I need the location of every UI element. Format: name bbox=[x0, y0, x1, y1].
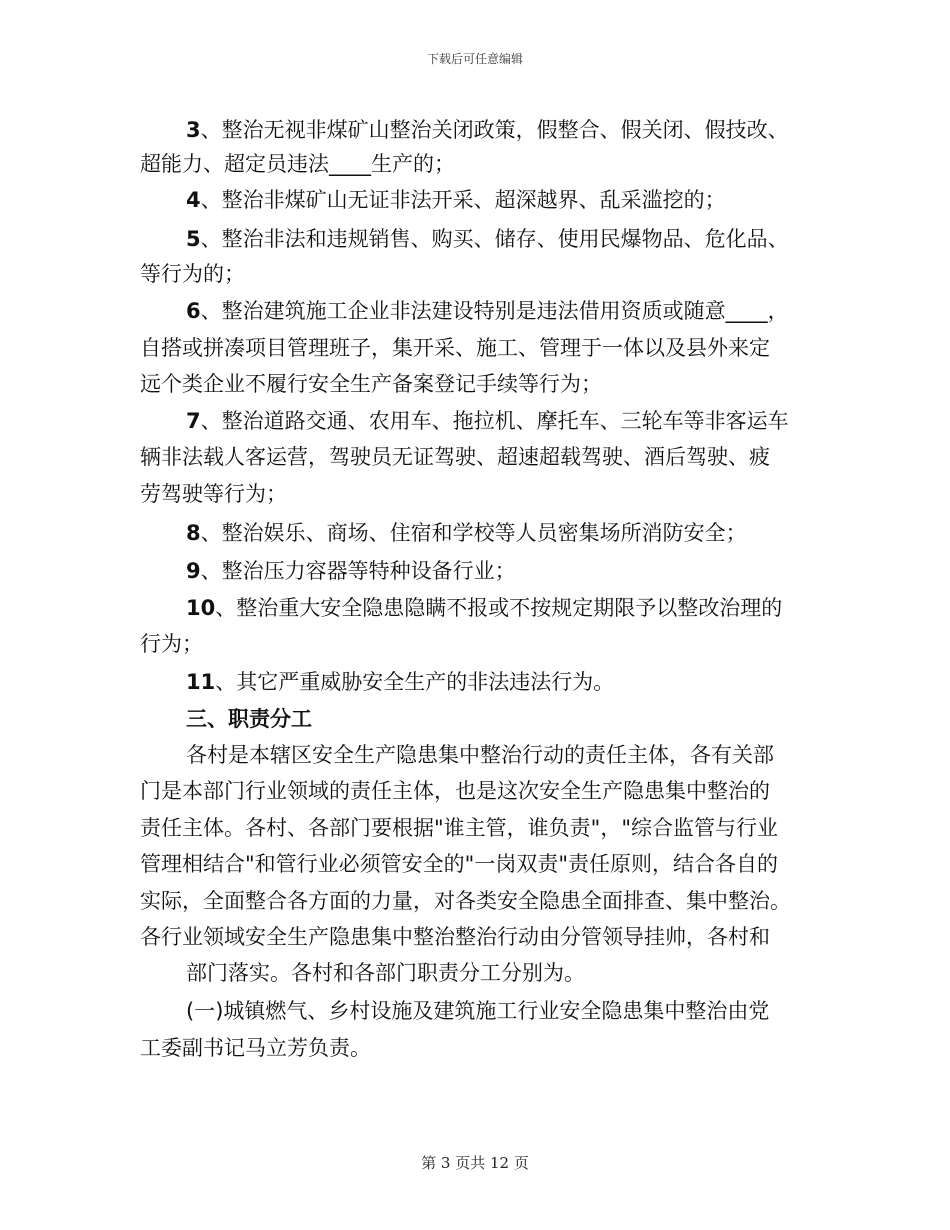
item-number: 9 bbox=[186, 559, 201, 583]
item-text: 、整治重大安全隐患隐瞒不报或不按规定期限予以整改治理的 bbox=[215, 596, 783, 620]
text-line: 自搭或拼凑项目管理班子，集开采、施工、管理于一体以及县外来定 bbox=[140, 336, 770, 360]
paragraph-line: 部门落实。各村和各部门职责分工分别为。 bbox=[186, 961, 585, 985]
list-item-7 bbox=[186, 406, 789, 436]
item-number: 6 bbox=[186, 299, 201, 323]
text-line: 等行为的； bbox=[140, 262, 245, 286]
list-item-4 bbox=[186, 185, 726, 215]
item-number: 8 bbox=[186, 521, 201, 545]
text-line: 远个类企业不履行安全生产备案登记手续等行为； bbox=[140, 372, 602, 396]
page-header: 下载后可任意编辑 bbox=[426, 52, 523, 66]
list-item-6 bbox=[186, 296, 789, 326]
text-line: 超能力、超定员违法____生产的； bbox=[140, 152, 455, 176]
page-footer: 第 3 页共 12 页 bbox=[421, 1154, 529, 1172]
item-number: 5 bbox=[186, 227, 201, 251]
item-number: 4 bbox=[186, 188, 201, 212]
item-number: 10 bbox=[186, 596, 216, 620]
paragraph-line: 各行业领域安全生产隐患集中整治整治行动由分管领导挂帅，各村和 bbox=[140, 925, 770, 949]
section-heading: 三、职责分工 bbox=[186, 707, 312, 731]
list-item-5 bbox=[186, 224, 789, 254]
item-text: 、其它严重威胁安全生产的非法违法行为。 bbox=[215, 670, 615, 694]
list-item-8 bbox=[186, 518, 747, 548]
item-text: 、整治娱乐、商场、住宿和学校等人员密集场所消防安全； bbox=[200, 521, 747, 545]
paragraph-line: (一)城镇燃气、乡村设施及建筑施工行业安全隐患集中整治由党 bbox=[186, 999, 770, 1023]
text-line: 行为； bbox=[140, 632, 203, 656]
list-item-9 bbox=[186, 556, 516, 586]
text-line: 辆非法载人客运营，驾驶员无证驾驶、超速超载驾驶、酒后驾驶、疲 bbox=[140, 445, 770, 469]
paragraph-line: 工委副书记马立芳负责。 bbox=[140, 1036, 371, 1060]
item-number: 3 bbox=[186, 118, 201, 142]
item-text: 、整治非法和违规销售、购买、储存、使用民爆物品、危化品、 bbox=[200, 227, 789, 251]
item-text: 、整治压力容器等特种设备行业； bbox=[200, 559, 516, 583]
item-text: 、整治建筑施工企业非法建设特别是违法借用资质或随意____， bbox=[200, 299, 789, 323]
paragraph-line: 责任主体。各村、各部门要根据"谁主管，谁负责"，"综合监管与行业 bbox=[140, 816, 778, 840]
item-number: 7 bbox=[186, 409, 201, 433]
list-item-11 bbox=[186, 667, 614, 697]
list-item-10 bbox=[186, 593, 782, 623]
item-text: 、整治无视非煤矿山整治关闭政策，假整合、假关闭、假技改、 bbox=[200, 118, 789, 142]
paragraph-line: 管理相结合"和管行业必须管安全的"一岗双责"责任原则，结合各自的 bbox=[140, 852, 778, 876]
paragraph-line: 实际，全面整合各方面的力量，对各类安全隐患全面排查、集中整治。 bbox=[140, 889, 791, 913]
item-text: 、整治道路交通、农用车、拖拉机、摩托车、三轮车等非客运车 bbox=[200, 409, 789, 433]
list-item-3 bbox=[186, 115, 789, 145]
paragraph-line: 各村是本辖区安全生产隐患集中整治行动的责任主体，各有关部 bbox=[186, 743, 774, 767]
paragraph-line: 门是本部门行业领域的责任主体，也是这次安全生产隐患集中整治的 bbox=[140, 779, 770, 803]
item-text: 、整治非煤矿山无证非法开采、超深越界、乱采滥挖的； bbox=[200, 188, 726, 212]
text-line: 劳驾驶等行为； bbox=[140, 482, 287, 506]
item-number: 11 bbox=[186, 670, 216, 694]
